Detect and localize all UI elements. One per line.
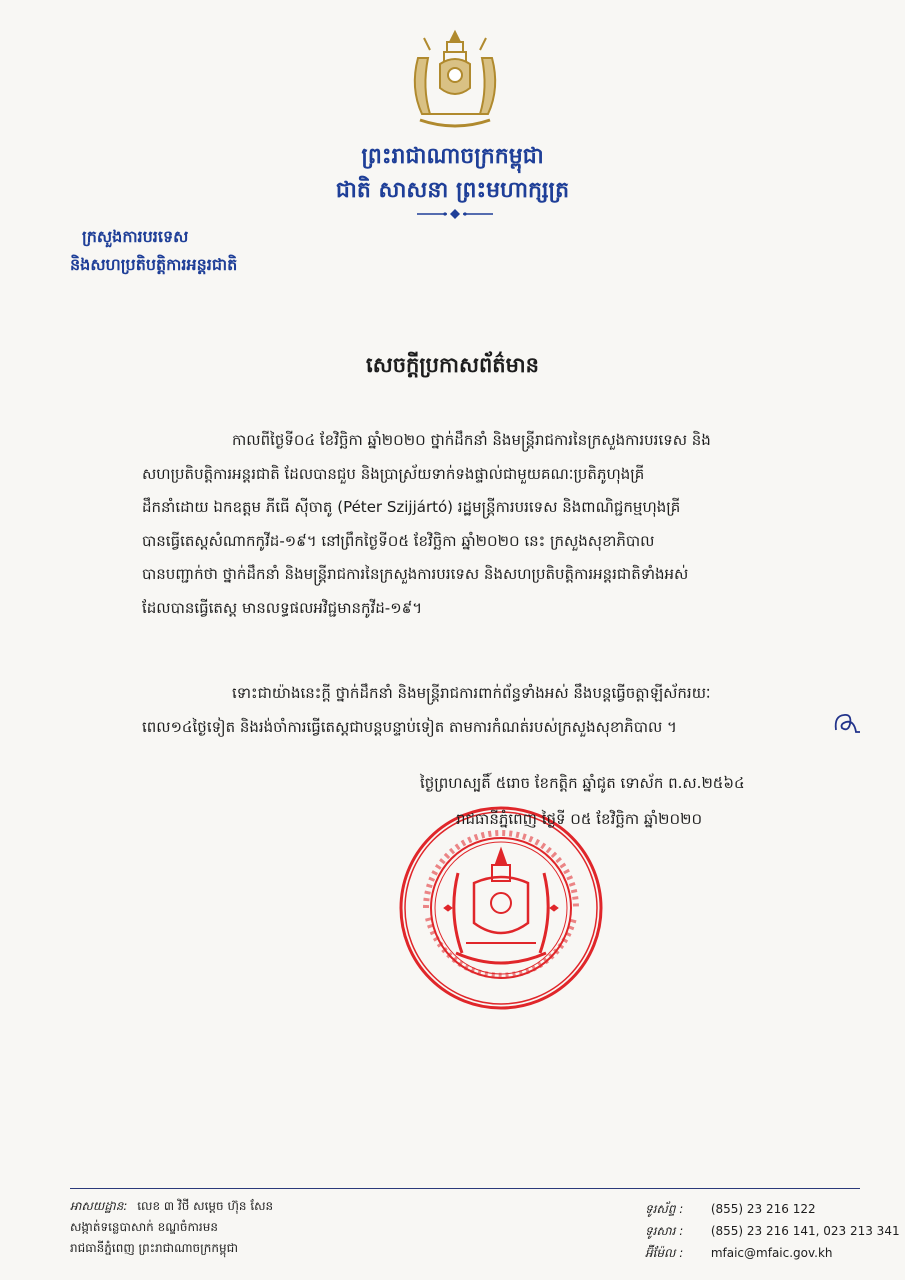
paragraph-line: ទោះជាយ៉ាងនេះក្តី ថ្នាក់ដឹកនាំ និងមន្ត្រីរាជការពាក់ព័ន្ធទាំងអស់ នឹងបន្តធ្វើចត្តាឡីស័ករយៈ (232, 684, 711, 702)
solar-date: រាជធានីភ្នំពេញ ថ្ងៃទី ០៥ ខែវិច្ឆិកា ឆ្នាំ២០២០ (456, 810, 703, 828)
ministry-name-line1: ក្រសួងការបរទេស (82, 227, 189, 246)
footer-address (70, 1196, 273, 1259)
fax-label: ទូរសារ : (645, 1224, 684, 1238)
body-paragraph-2 (142, 677, 850, 744)
handwritten-initial-icon (832, 710, 862, 736)
address-line: រាជធានីភ្នំពេញ ព្រះរាជាណាចក្រកម្ពុជា (70, 1241, 238, 1255)
footer-divider (70, 1188, 860, 1189)
address-label: អាសយដ្ឋាន: (70, 1199, 128, 1213)
kingdom-title: ព្រះរាជាណាចក្រកម្ពុជា (361, 144, 544, 169)
lunar-date: ថ្ងៃព្រហស្បតិ៍ ៥រោច ខែកត្តិក ឆ្នាំជូត ទោស័ក ព.ស.២៥៦៤ (420, 774, 745, 792)
email-link[interactable]: mfaic@mfaic.gov.kh (710, 1246, 833, 1260)
email-label: អ៊ីម៉ែល : (645, 1246, 684, 1260)
body-paragraph-1 (142, 424, 850, 625)
phone-label: ទូរស័ព្ទ : (645, 1202, 684, 1216)
paragraph-line: កាលពីថ្ងៃទី០៤ ខែវិច្ឆិកា ឆ្នាំ២០២០ ថ្នាក់ដឹកនាំ និងមន្ត្រីរាជការនៃក្រសួងការបរទេស និង (232, 431, 711, 449)
document-title: សេចក្តីប្រកាសព័ត៌មាន (366, 353, 539, 377)
paragraph-line: សហប្រតិបត្តិការអន្តរជាតិ ដែលបានជួប និងប្រាស្រ័យទាក់ទងផ្ទាល់ជាមួយគណៈប្រតិភូហុងគ្រី (142, 464, 645, 483)
ministry-name-line2: និងសហប្រតិបត្តិការអន្តរជាតិ (70, 255, 238, 274)
fax-value: (855) 23 216 141, 023 213 341 (710, 1224, 900, 1238)
paragraph-line: បានធ្វើតេស្តសំណាកកូវីដ-១៩។ នៅព្រឹកថ្ងៃទី០៥ ខែវិច្ឆិកា ឆ្នាំ២០២០ នេះ ក្រសួងសុខាភិបាល (142, 531, 655, 550)
paragraph-line: ដែលបានធ្វើតេស្ត មានលទ្ធផលអវិជ្ជមានកូវីដ-១៩។ (142, 598, 423, 617)
phone-value: (855) 23 216 122 (710, 1202, 816, 1216)
kingdom-motto: ជាតិ សាសនា ព្រះមហាក្សត្រ (335, 178, 570, 203)
footer-contacts (645, 1198, 900, 1264)
paragraph-line: ពេល១៤ថ្ងៃទៀត និងរង់ចាំការធ្វើតេស្តជាបន្តបន្ទាប់ទៀត តាមការកំណត់របស់ក្រសួងសុខាភិបាល ។ (142, 717, 677, 736)
ministry-seal-icon (396, 803, 606, 1013)
paragraph-line: ដឹកនាំដោយ ឯកឧត្តម ភីធើ ស៊ីចាតូ (Péter Szijjártó) រដ្ឋមន្ត្រីការបរទេស និងពាណិជ្ជកម្មហុងគ្រី (142, 498, 681, 516)
address-line: សង្កាត់ទន្លេបាសាក់ ខណ្ឌចំការមន (70, 1220, 218, 1234)
paragraph-line: បានបញ្ជាក់ថា ថ្នាក់ដឹកនាំ និងមន្ត្រីរាជការនៃក្រសួងការបរទេស និងសហប្រតិបត្តិការអន្តរជាតិទាំងអស់ (142, 565, 689, 583)
address-line: លេខ ៣ វិថី សម្តេច ហ៊ុន សែន (137, 1199, 274, 1213)
ornament-divider-icon (415, 208, 495, 220)
royal-emblem-icon (400, 28, 510, 133)
